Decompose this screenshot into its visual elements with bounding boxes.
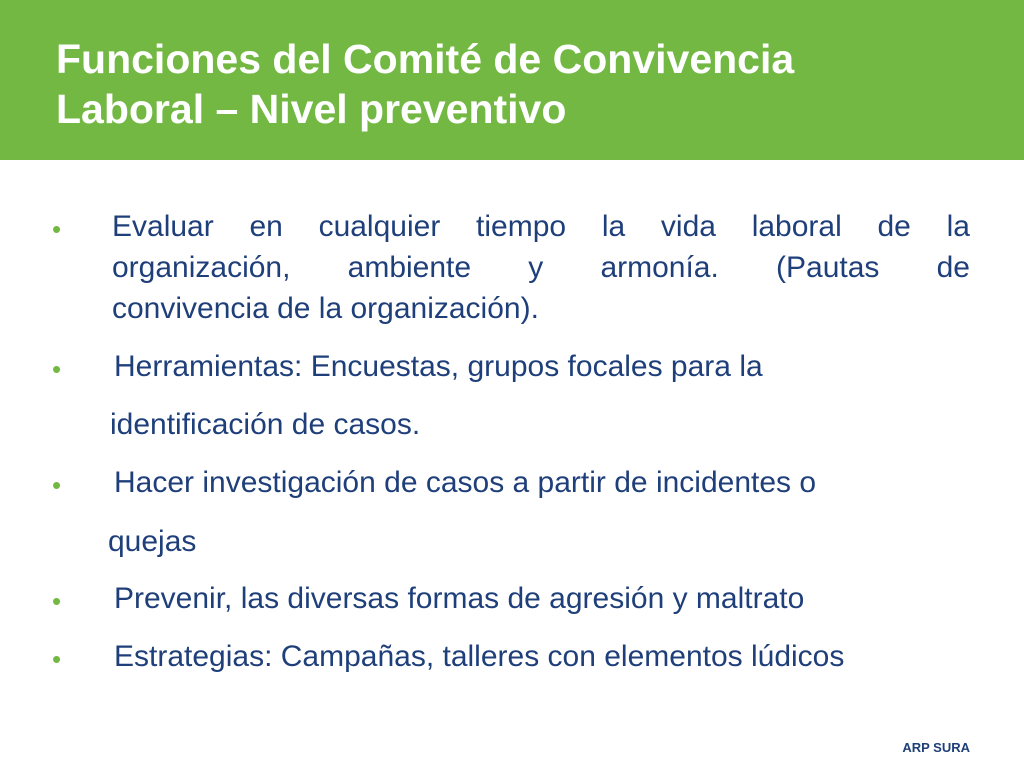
item-1-line-3: convivencia de la organización). [112, 292, 539, 325]
brand-footer: ARP SURA [902, 740, 970, 755]
item-2-line-1: Herramientas: Encuestas, grupos focales para la [114, 350, 763, 383]
item-1-line-2: organización, ambiente y armonía. (Pautas de [112, 251, 970, 284]
bullet-icon: • [52, 214, 62, 244]
item-3-line-2: quejas [108, 525, 197, 558]
item-1-line-1: Evaluar en cualquier tiempo la vida laboral de la [112, 210, 970, 243]
item-2-line-2: identificación de casos. [110, 408, 421, 441]
bullet-icon: • [52, 470, 62, 500]
bullet-icon: • [52, 354, 62, 384]
item-3-line-1: Hacer investigación de casos a partir de incidentes o [114, 466, 817, 499]
bullet-icon: • [52, 586, 62, 616]
item-5-line-1: Estrategias: Campañas, talleres con elementos lúdicos [114, 640, 845, 673]
slide-title-line-1: Funciones del Comité de Convivencia [56, 36, 795, 82]
item-4-line-1: Prevenir, las diversas formas de agresión y maltrato [114, 582, 805, 615]
slide-title-line-2: Laboral – Nivel preventivo [56, 86, 567, 132]
bullet-icon: • [52, 644, 62, 674]
